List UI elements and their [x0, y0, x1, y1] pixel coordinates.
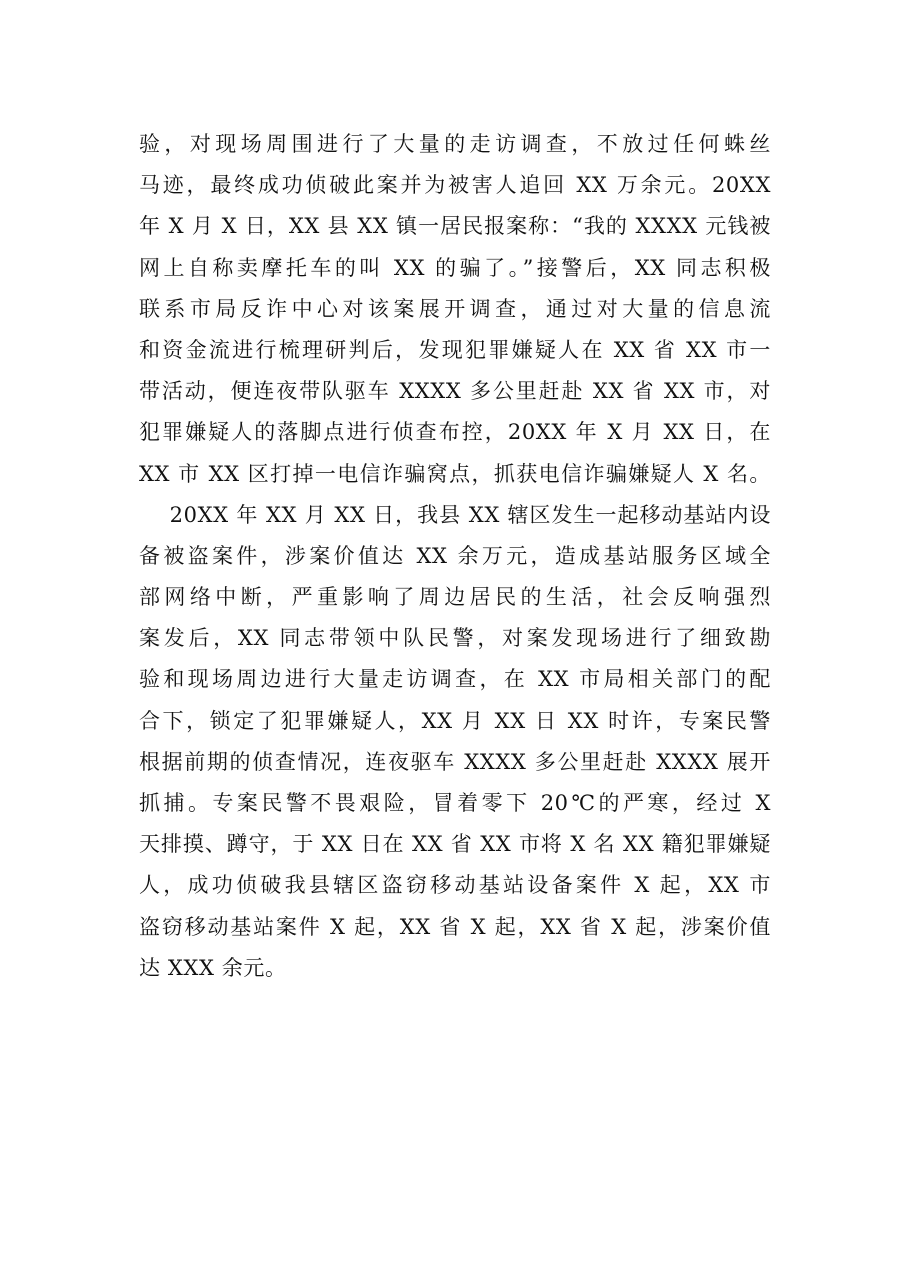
- text-line: 网上自称卖摩托车的叫 XX 的骗了。”接警后，XX 同志积极: [139, 255, 771, 280]
- text-line: 验和现场周边进行大量走访调查，在 XX 市局相关部门的配: [139, 667, 771, 692]
- text-line: 20XX 年 XX 月 XX 日，我县 XX 辖区发生一起移动基站内设: [139, 502, 771, 527]
- paragraph-2: [139, 495, 771, 989]
- text-line: 盗窃移动基站案件 X 起，XX 省 X 起，XX 省 X 起，涉案价值: [139, 914, 771, 939]
- paragraph-1: [139, 124, 771, 495]
- text-line: 天排摸、蹲守，于 XX 日在 XX 省 XX 市将 X 名 XX 籍犯罪嫌疑: [139, 832, 771, 857]
- text-line: 案发后，XX 同志带领中队民警，对案发现场进行了细致勘: [139, 626, 771, 651]
- body-text: [139, 124, 771, 989]
- text-line: 人，成功侦破我县辖区盗窃移动基站设备案件 X 起，XX 市: [139, 873, 771, 898]
- text-line: XX 市 XX 区打掉一电信诈骗窝点，抓获电信诈骗嫌疑人 X 名。: [139, 461, 771, 486]
- text-line: 和资金流进行梳理研判后，发现犯罪嫌疑人在 XX 省 XX 市一: [139, 337, 771, 362]
- text-line: 根据前期的侦查情况，连夜驱车 XXXX 多公里赶赴 XXXX 展开: [139, 749, 771, 774]
- text-line: 年 X 月 X 日，XX 县 XX 镇一居民报案称：“我的 XXXX 元钱被: [139, 214, 771, 239]
- text-line: 联系市局反诈中心对该案展开调查，通过对大量的信息流: [139, 296, 771, 321]
- text-line: 犯罪嫌疑人的落脚点进行侦查布控，20XX 年 X 月 XX 日，在: [139, 420, 771, 445]
- text-line: 合下，锁定了犯罪嫌疑人，XX 月 XX 日 XX 时许，专案民警: [139, 708, 771, 733]
- text-line: 部网络中断，严重影响了周边居民的生活，社会反响强烈: [139, 585, 771, 610]
- text-line: 备被盗案件，涉案价值达 XX 余万元，造成基站服务区域全: [139, 543, 771, 568]
- text-line: 抓捕。专案民警不畏艰险，冒着零下 20℃的严寒，经过 X: [139, 791, 771, 815]
- text-line: 达 XXX 余元。: [139, 955, 287, 980]
- text-line: 带活动，便连夜带队驱车 XXXX 多公里赶赴 XX 省 XX 市，对: [139, 379, 771, 404]
- text-line: 马迹，最终成功侦破此案并为被害人追回 XX 万余元。20XX: [139, 173, 771, 198]
- text-line: 验，对现场周围进行了大量的走访调查，不放过任何蛛丝: [139, 132, 771, 156]
